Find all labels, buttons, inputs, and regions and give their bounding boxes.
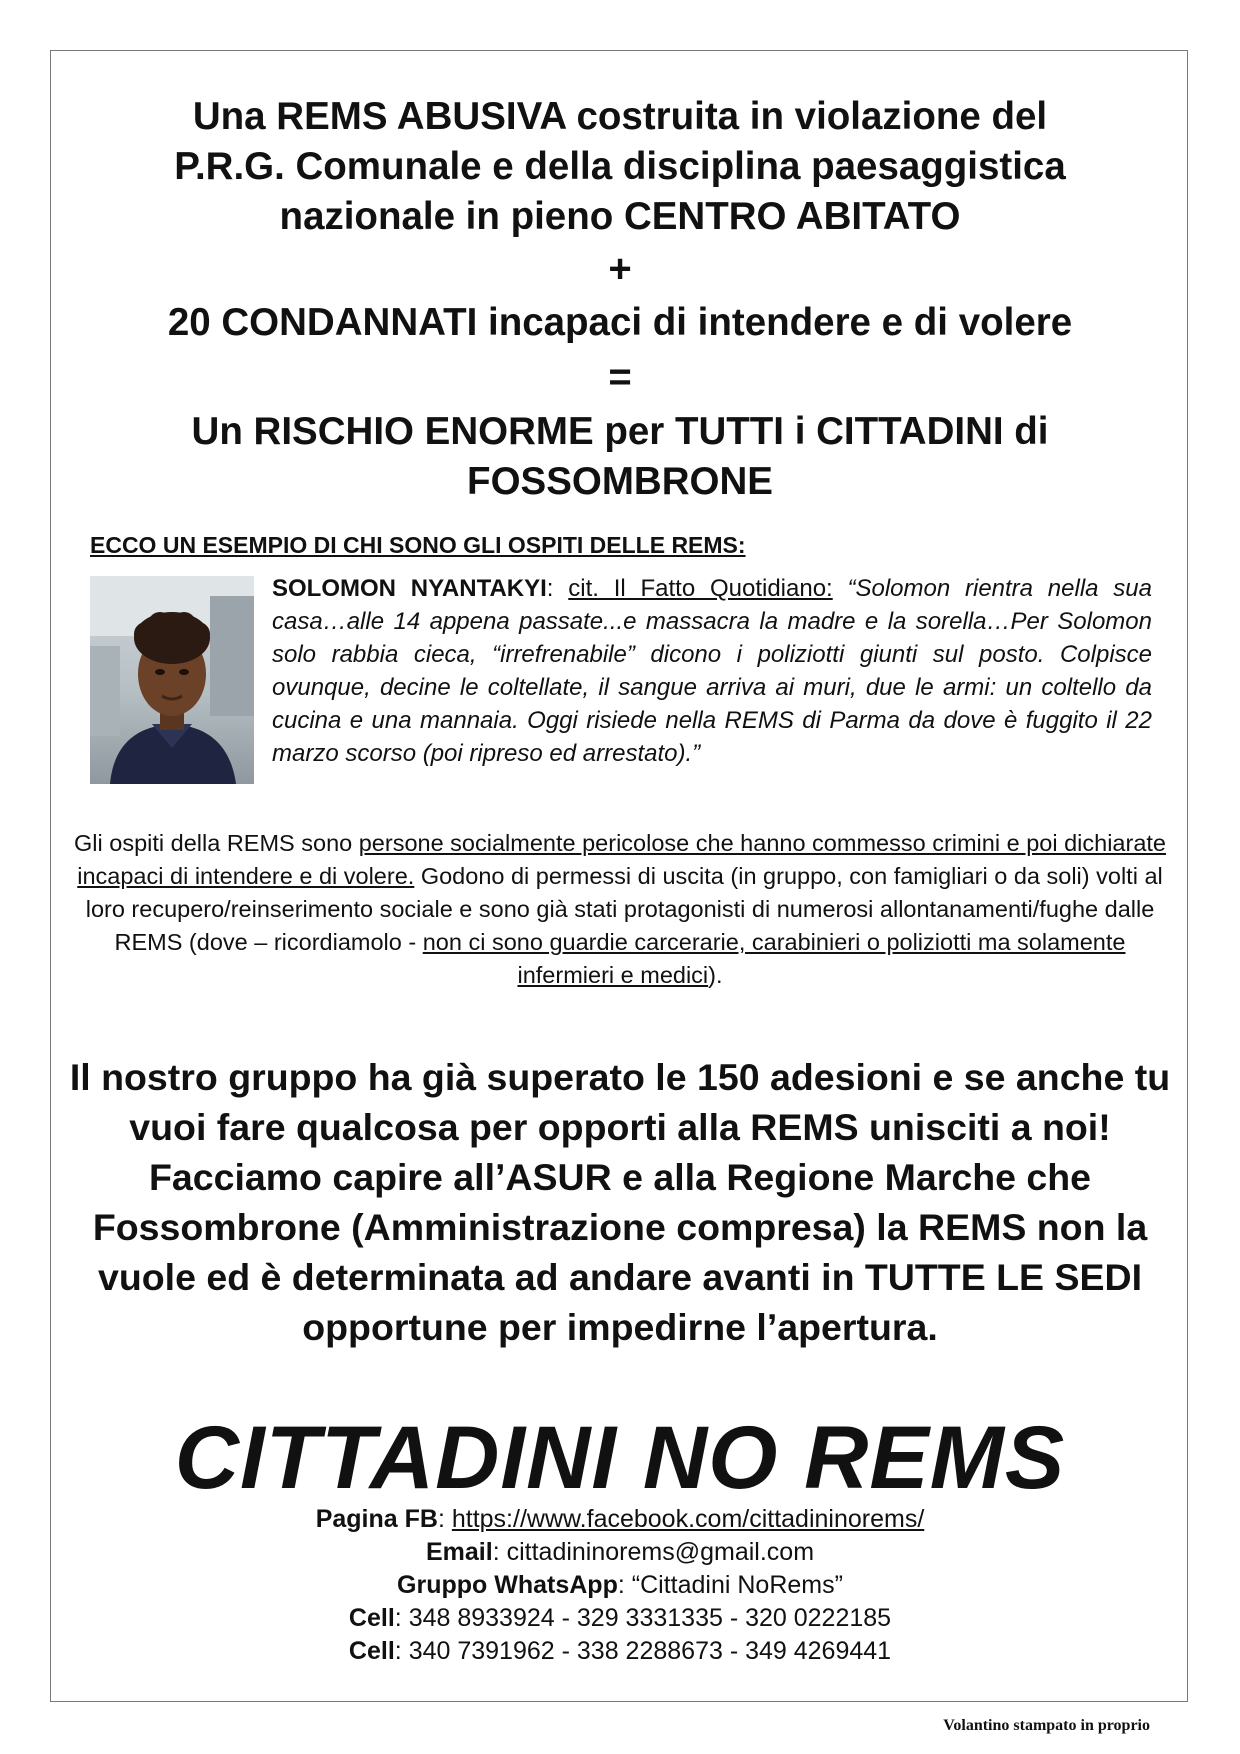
guests-underlined-1: persone socialmente pericolose che hanno commesso crimini e poi dichiarate incapaci di intendere e di volere. [77, 830, 1166, 889]
appeal-paragraph: Il nostro gruppo ha già superato le 150 adesioni e se anche tu vuoi fare qualcosa per opporti alla REMS unisciti a noi! Facciamo capire all’ASUR e alla Regione Marche che Fossombrone (Amministrazione compresa) la REMS non la vuole ed è determinata ad andare avanti in TUTTE LE SEDI opportune per impedirne l’apertura. [69, 1056, 1171, 1348]
cell-label-1: Cell [348, 1604, 395, 1632]
cell-numbers-2: 340 7391962 - 338 2288673 - 349 4269441 [408, 1637, 892, 1665]
cell-numbers-1: 348 8933924 - 329 3331335 - 320 0222185 [408, 1604, 892, 1632]
contacts-block [60, 1503, 1180, 1668]
facebook-link[interactable]: https://www.facebook.com/cittadininorems/ [451, 1505, 925, 1533]
headline-line-1: Una REMS ABUSIVA costruita in violazione del [192, 95, 1048, 138]
cell-colon-2: : [394, 1637, 409, 1665]
headline-line-3: nazionale in pieno CENTRO ABITATO [279, 195, 961, 238]
cell-label-2: Cell [348, 1637, 395, 1665]
equals-sign: = [608, 355, 632, 399]
group-name: CITTADINI NO REMS [174, 1407, 1066, 1507]
example-heading: ECCO UN ESEMPIO DI CHI SONO GLI OSPITI DELLE REMS: [90, 532, 746, 558]
email-line [60, 1536, 1180, 1569]
quote-text: “Solomon rientra nella sua casa…alle 14 appena passate...e massacra la madre e la sorella…Per Solomon solo rabbia cieca, “irrefrenabile” dicono i poliziotti giunti sul posto. Colpisce ovunque, decine le coltellate, il sangue arriva ai muri, due le armi: un coltello da cucina e una mannaia. Oggi risiede nella REMS di Parma da dove è fuggito il 22 marzo scorso (poi ripreso ed arrestato).” [272, 575, 1152, 767]
whatsapp-label: Gruppo WhatsApp [397, 1571, 618, 1599]
headline [60, 92, 1180, 242]
person-name: SOLOMON NYANTAKYI [272, 575, 547, 602]
guests-end: ). [708, 962, 723, 988]
email-address: cittadininorems@gmail.com [506, 1538, 815, 1566]
result-line-2: FOSSOMBRONE [467, 460, 773, 503]
guests-paragraph [70, 827, 1170, 992]
quote-block [272, 572, 1152, 770]
whatsapp-group: “Cittadini NoRems” [631, 1571, 843, 1599]
portrait-illustration [90, 576, 254, 784]
email-label: Email [425, 1538, 493, 1566]
cell-line-1 [60, 1602, 1180, 1635]
cell-colon-1: : [394, 1604, 409, 1632]
whatsapp-line [60, 1569, 1180, 1602]
headline-condannati: 20 CONDANNATI incapaci di intendere e di volere [167, 301, 1073, 344]
guests-underlined-2: non ci sono guardie carcerarie, carabinieri o poliziotti ma solamente infermieri e medici [422, 929, 1126, 988]
cell-line-2 [60, 1635, 1180, 1668]
result-line-1: Un RISCHIO ENORME per TUTTI i CITTADINI di [191, 410, 1049, 453]
fb-label: Pagina FB [315, 1505, 438, 1533]
email-colon: : [492, 1538, 507, 1566]
guests-intro: Gli ospiti della REMS sono [74, 830, 359, 856]
print-note: Volantino stampato in proprio [943, 1717, 1150, 1734]
citation-source: cit. Il Fatto Quotidiano: [568, 575, 833, 602]
name-separator: : [546, 575, 569, 602]
fb-line [60, 1503, 1180, 1536]
headline-result [60, 407, 1180, 507]
fb-colon: : [437, 1505, 452, 1533]
guests-body: Godono di permessi di uscita (in gruppo, con famigliari o da soli) volti al loro recupero/reinserimento sociale e sono già stati protagonisti di numerosi allontanamenti/fughe dalle REMS (dove – ricordiamolo - [85, 863, 1163, 955]
whatsapp-colon: : [617, 1571, 632, 1599]
plus-sign: + [608, 247, 632, 291]
portrait-photo [90, 576, 254, 784]
headline-line-2: P.R.G. Comunale e della disciplina paesaggistica [174, 145, 1066, 188]
